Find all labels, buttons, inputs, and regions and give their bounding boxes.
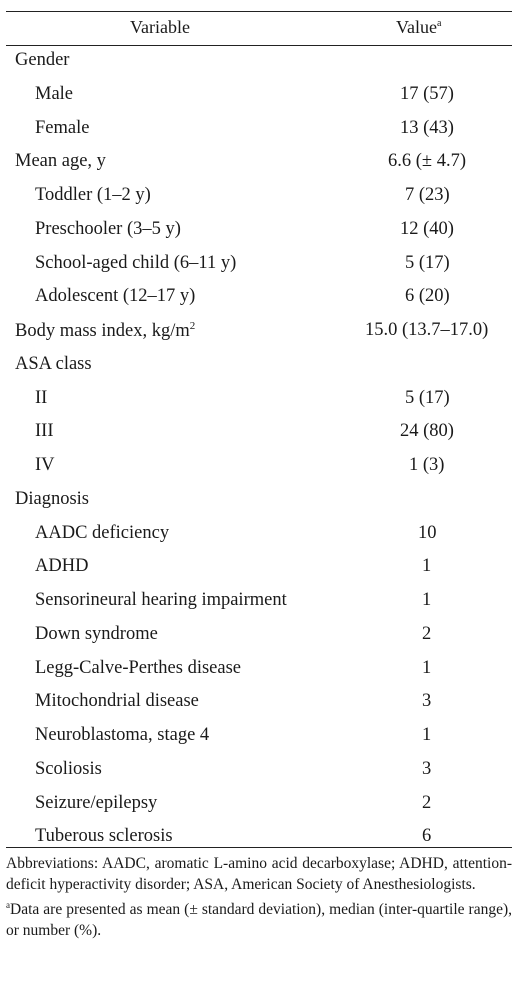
- row-value: 1: [422, 725, 432, 745]
- table-row: [0, 214, 519, 248]
- row-value: 6: [422, 826, 432, 847]
- row-label: AADC deficiency: [35, 522, 170, 543]
- row-label: Tuberous sclerosis: [35, 826, 173, 847]
- table-row: [0, 484, 519, 518]
- table-row: [0, 720, 519, 754]
- table-row: [0, 79, 519, 113]
- row-value: 5 (17): [405, 387, 450, 408]
- header-value: Value$^a$: [396, 17, 442, 37]
- row-label: School-aged child (6–11 y): [35, 252, 237, 273]
- row-label: Sensorineural hearing impairment: [35, 590, 287, 610]
- row-value: 2: [422, 792, 432, 813]
- table-row: [0, 619, 519, 653]
- row-value: 10: [418, 522, 437, 543]
- table-header: [0, 11, 519, 45]
- row-value: 1: [422, 556, 432, 577]
- row-value: 12 (40): [400, 218, 454, 239]
- row-label: Toddler (1–2 y): [35, 185, 151, 205]
- table-row: [0, 45, 519, 79]
- table-row: [0, 315, 519, 349]
- row-value: 6.6 (± 4.7): [388, 151, 466, 172]
- row-label: IV: [35, 455, 55, 475]
- row-label: ASA class: [15, 353, 92, 374]
- row-value: 3: [422, 758, 432, 779]
- row-label: Diagnosis: [15, 488, 89, 509]
- table-row: [0, 146, 519, 180]
- row-value: 13 (43): [400, 117, 454, 138]
- footnote-data-note: $^a$Data are presented as mean (± standard deviation), median (inter-quartile range), or number (%).: [6, 900, 512, 939]
- row-label: Legg-Calve-Perthes disease: [35, 657, 241, 678]
- row-value: 3: [422, 691, 432, 712]
- table-row: [0, 383, 519, 417]
- row-label: Mitochondrial disease: [35, 691, 199, 712]
- row-label: Body mass index, $kg/m^2$: [15, 320, 196, 341]
- row-label: Down syndrome: [35, 623, 158, 644]
- row-label: ADHD: [35, 556, 89, 577]
- row-label: Preschooler (3–5 y): [35, 218, 181, 239]
- table-row: [0, 180, 519, 214]
- row-label: Adolescent (12–17 y): [35, 286, 196, 307]
- row-value: 2: [422, 623, 432, 644]
- table-body: [0, 45, 519, 855]
- row-label: Scoliosis: [35, 758, 102, 779]
- table-row: [0, 821, 519, 855]
- table-row: [0, 450, 519, 484]
- row-value: 1: [422, 590, 432, 610]
- table-row: [0, 416, 519, 450]
- row-value: 17 (57): [400, 83, 454, 104]
- table-row: [0, 281, 519, 315]
- row-value: 1: [422, 657, 432, 678]
- row-label: III: [35, 421, 54, 442]
- row-value: 5 (17): [405, 252, 450, 273]
- table-footnotes: [6, 853, 512, 941]
- table-row: [0, 788, 519, 822]
- row-value: 24 (80): [400, 421, 454, 442]
- header-variable: Variable: [130, 17, 190, 37]
- row-label: Seizure/epilepsy: [35, 792, 158, 813]
- table-row: [0, 686, 519, 720]
- row-value: 6 (20): [405, 286, 450, 307]
- table-row: [0, 585, 519, 619]
- row-label: Neuroblastoma, stage 4: [35, 725, 210, 745]
- row-label: II: [35, 387, 48, 408]
- table-row: [0, 518, 519, 552]
- table-row: [0, 653, 519, 687]
- header-value-sup: a: [436, 18, 442, 29]
- row-value: 15.0 (13.7–17.0): [365, 320, 489, 340]
- row-value: 7 (23): [405, 185, 450, 205]
- row-value: 1 (3): [409, 455, 445, 475]
- footnote-abbreviations: Abbreviations: AADC, aromatic L-amino acid decarboxylase; ADHD, attention-deficit hyperactivity disorder; ASA, American Society of Anesthesiologists.: [6, 855, 512, 893]
- table-row: [0, 248, 519, 282]
- row-label: Male: [35, 83, 74, 104]
- bottom-rule: [6, 847, 512, 848]
- table-row: [0, 113, 519, 147]
- row-label: Female: [35, 117, 90, 138]
- row-label: Mean age, y: [15, 151, 106, 172]
- table-row: [0, 551, 519, 585]
- table-row: [0, 754, 519, 788]
- table-row: [0, 349, 519, 383]
- row-label: Gender: [15, 50, 70, 70]
